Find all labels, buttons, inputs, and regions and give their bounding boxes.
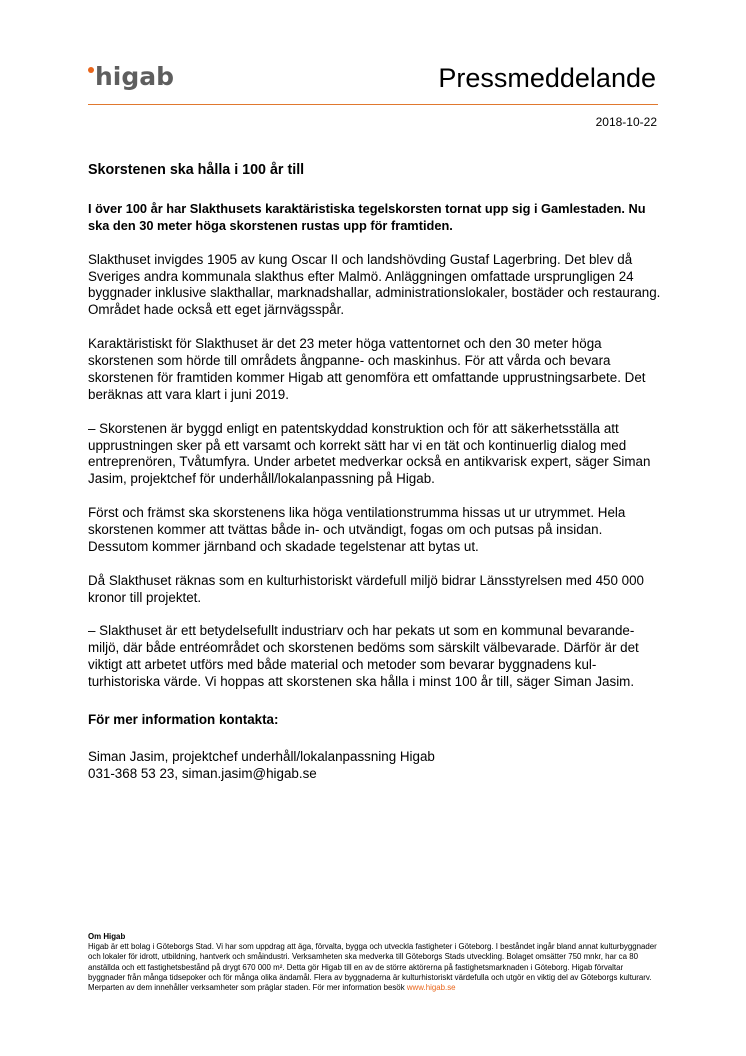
article-paragraph: Då Slakthuset räknas som en kulturhistoriskt värdefull miljö bidrar Länsstyrelsen med 450 000 kronor till projektet.: [88, 572, 644, 605]
article-paragraph: Först och främst ska skorstenens lika höga ventilationstrumma hissas ut ur utrymmet. Hela skorstenen kommer att tvättas både in- och utvändigt, fogas om och putsas på insidan. Dessutom kommer järnband och skadade tegelstenar att bytas ut.: [88, 505, 626, 554]
footer-heading: Om Higab: [88, 932, 126, 941]
footer-text: [88, 942, 660, 993]
contact-heading: För mer information kontakta:: [88, 711, 279, 727]
publish-date: 2018-10-22: [595, 115, 657, 129]
article-body: [88, 162, 663, 783]
article-headline: Skorstenen ska hålla i 100 år till: [88, 162, 305, 178]
contact-details: 031-368 53 23, siman.jasim@higab.se: [88, 765, 317, 781]
article-paragraph: – Slakthuset är ett betydelsefullt industriarv och har pekats ut som en kommunal bevarande-miljö, där både entréområdet och skorstenen bedöms som särskilt välbevarade. Därför är det viktigt att arbetet utförs med både material och metoder som bevarar byggnadens kul-turhistoriska värde. Vi hoppas att skorstenen ska hålla i minst 100 år till, säger Siman Jasim.: [88, 623, 639, 690]
article-lead: I över 100 år har Slakthusets karaktäristiska tegelskorsten tornat upp sig i Gamlestaden. Nu ska den 30 meter höga skorstenen rustas upp för framtiden.: [88, 200, 646, 233]
article-paragraph: – Skorstenen är byggd enligt en patentskyddad konstruktion och för att säkerhetsställa att upprustningen sker på ett varsamt och korrekt sätt har vi en tät och kontinuerlig dialog med entreprenören, Tvåtumfyra. Under arbetet medverkar också en antikvarisk expert, säger Siman Jasim, projektchef för underhåll/lokalanpassning på Higab.: [88, 420, 651, 487]
document-header: [88, 60, 658, 104]
article-paragraph: Karaktäristiskt för Slakthuset är det 23 meter höga vattentornet och den 30 meter höga skorstenen som hörde till områdets ångpanne- och maskinhus. För att vårda och bevara skorstenen för framtiden kommer Higab att genomföra ett omfattande upprustningsarbete. Det beräknas att vara klart i juni 2019.: [88, 336, 646, 402]
logo-dot-icon: [88, 67, 94, 73]
document-title: Pressmeddelande: [438, 63, 656, 93]
header-divider: [88, 104, 658, 105]
footer-body: Higab är ett bolag i Göteborgs Stad. Vi har som uppdrag att äga, förvalta, bygga och utveckla fastigheter i Göteborg. I beståndet ingår bland annat kulturbyggnader och lokaler för idrott, utbildning, hantverk och småindustri. Verksamheten ska medverka till Göteborgs Stads utveckling. Bolaget omsätter 750 mnkr, har ca 80 anställda och ett fastighetsbestånd på drygt 670 000 m². Detta gör Higab till en av de större aktörerna på fastighetsmarknaden i Göteborg. Higab förvaltar byggnader från många tidsepoker och för många olika ändamål. Flera av byggnaderna är kulturhistoriskt värdefulla och utgör en viktig del av Göteborgs kulturarv. Merparten av dem innehåller verksamheter som präglar staden. För mer information besök: [88, 942, 657, 993]
higab-website-link[interactable]: www.higab.se: [406, 983, 456, 993]
article-paragraph: Slakthuset invigdes 1905 av kung Oscar II och landshövding Gustaf Lagerbring. Det blev då Sveriges andra kommunala slakthus efter Malmö. Anläggningen omfattade ursprungligen 24 byggnader inklusive slakthallar, marknadshallar, administrationslokaler, bostäder och restaurang. Området hade också ett eget järnvägsspår.: [88, 251, 661, 318]
logo-text: higab: [95, 62, 175, 91]
higab-logo: [88, 62, 174, 92]
about-higab-footer: [88, 932, 660, 993]
contact-name: Siman Jasim, projektchef underhåll/lokalanpassning Higab: [88, 748, 435, 764]
